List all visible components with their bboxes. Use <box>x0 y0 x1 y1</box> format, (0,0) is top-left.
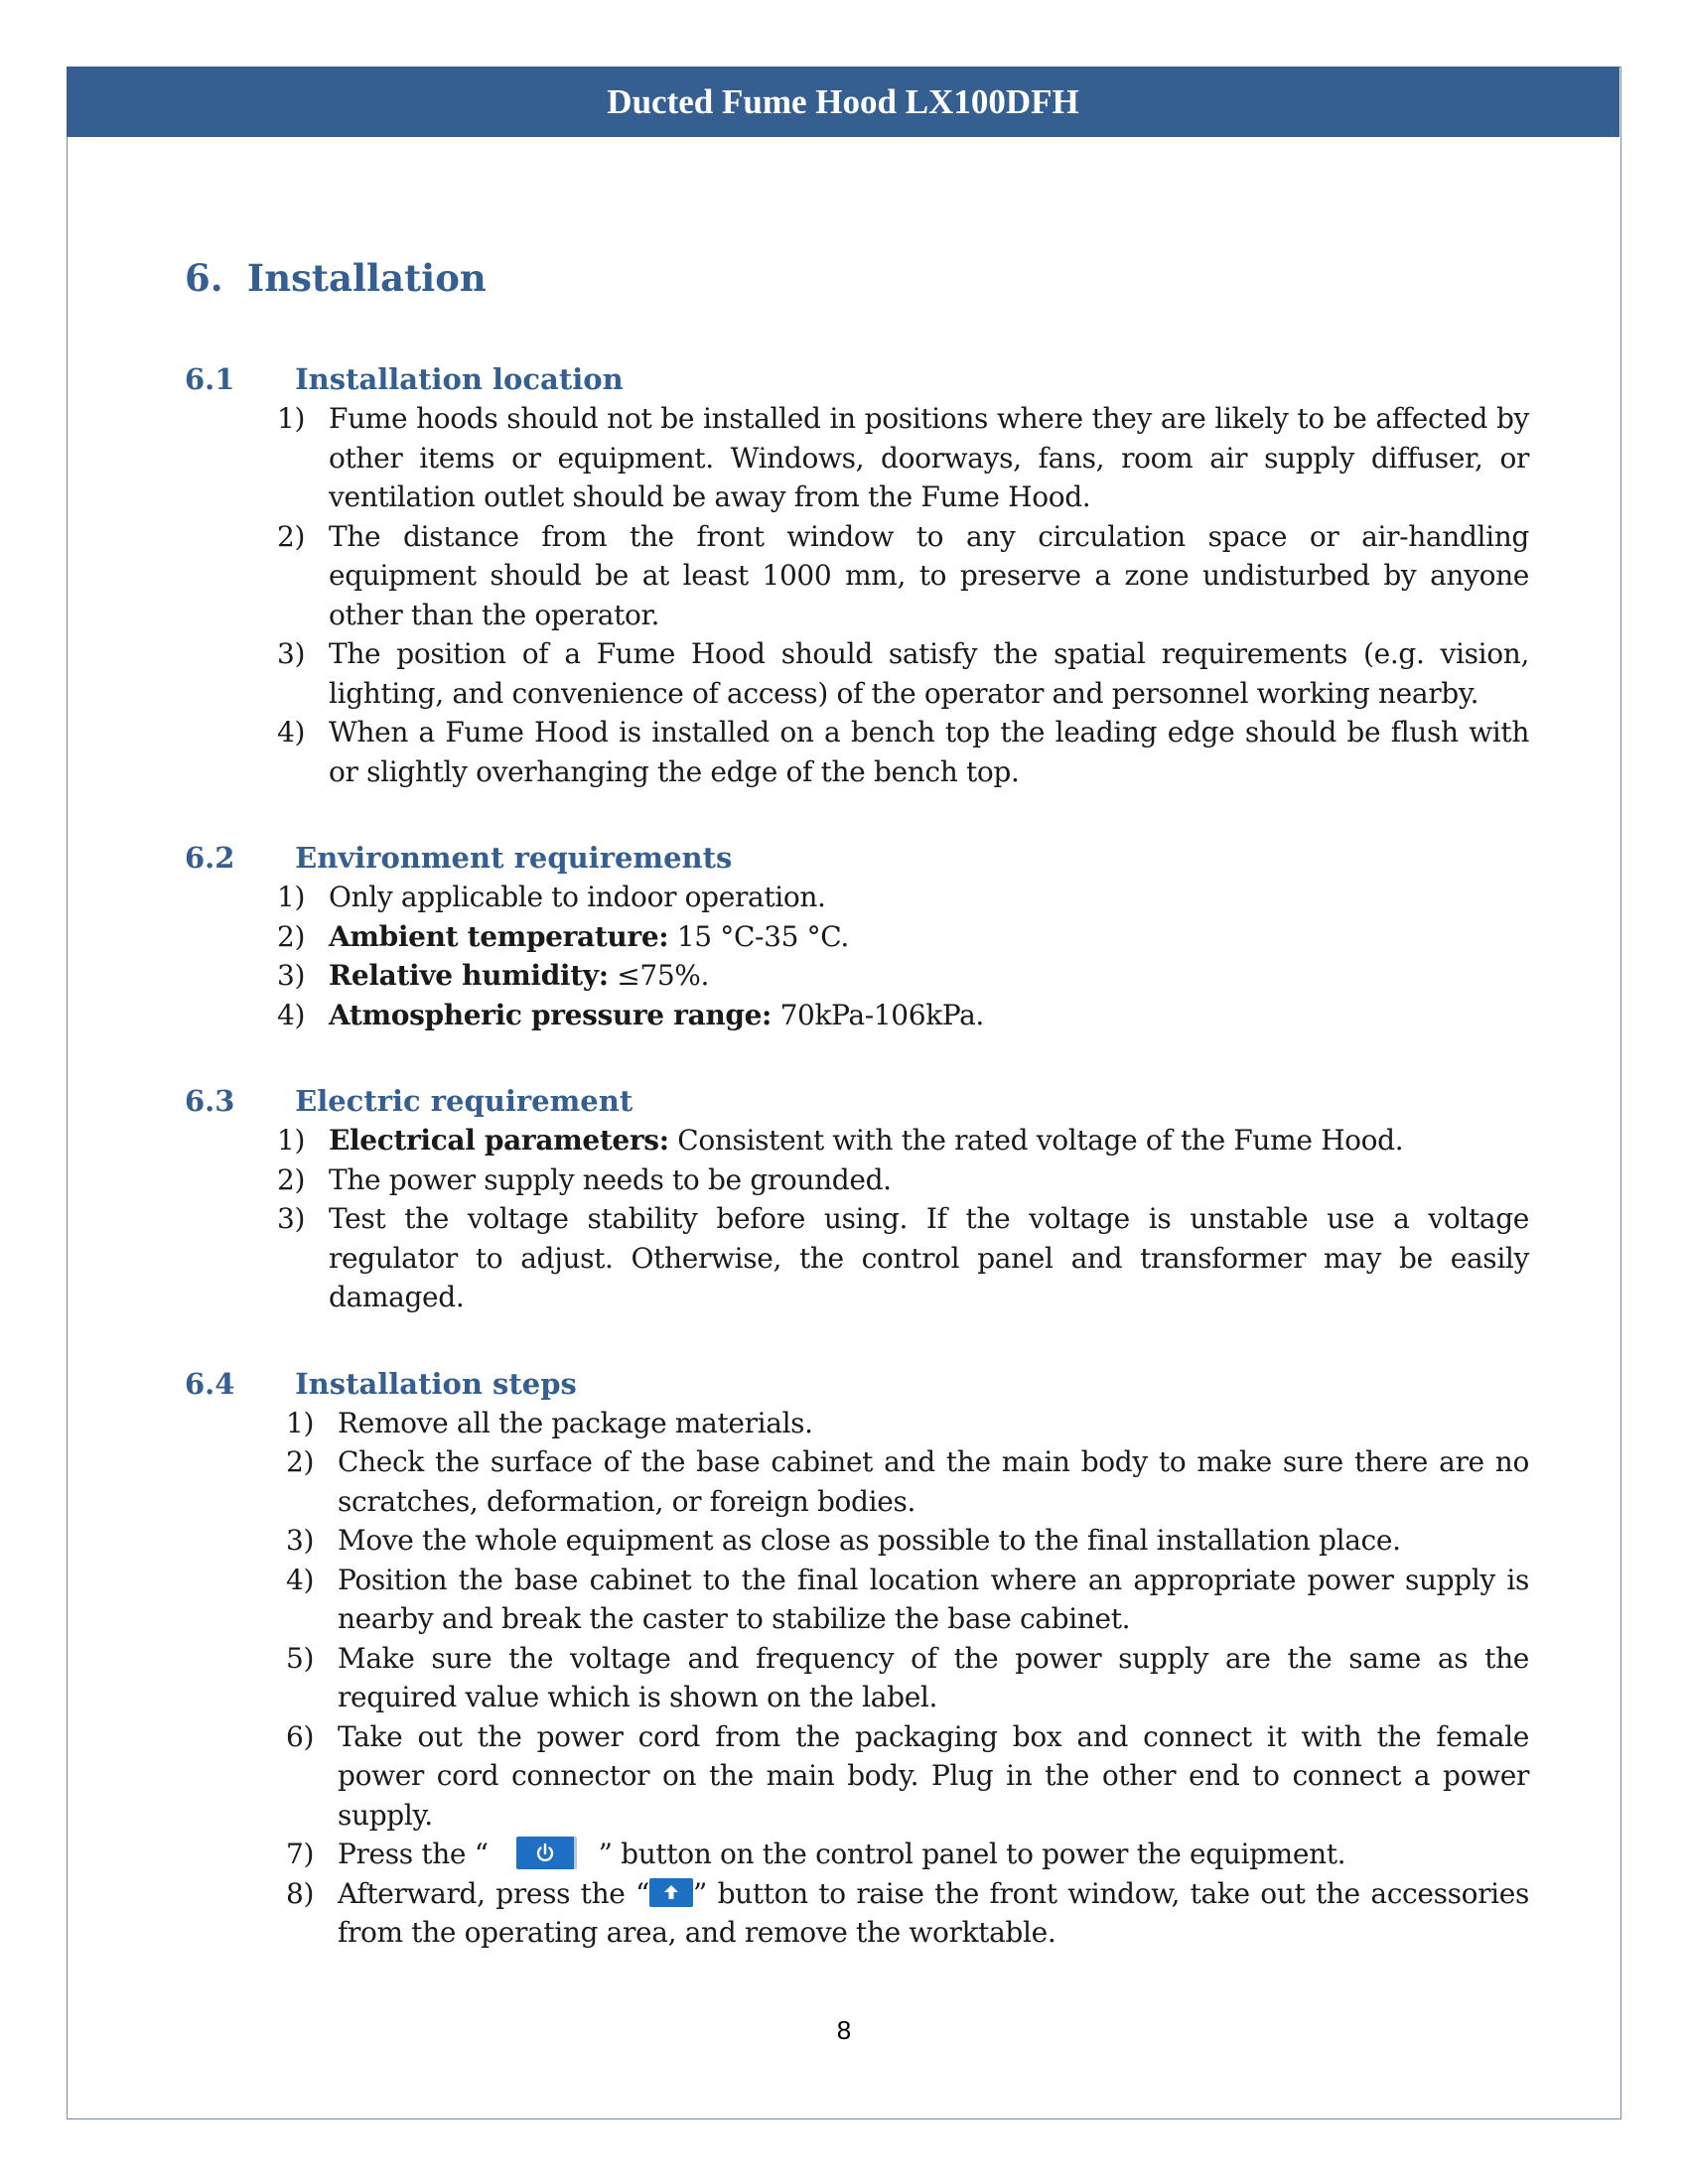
section-electric-requirement <box>185 1081 1529 1317</box>
list-item <box>185 1121 1529 1160</box>
list-text: Move the whole equipment as close as possible to the final installation place. <box>338 1524 1401 1557</box>
list-item <box>185 917 1529 957</box>
list-index: 3) <box>277 959 306 992</box>
list-item <box>185 1404 1529 1443</box>
list-index: 2) <box>277 519 306 553</box>
list-item <box>185 1717 1529 1836</box>
section-heading <box>185 1364 1529 1404</box>
list-text: Make sure the voltage and frequency of the power supply are the same as the required value which is shown on the label. <box>338 1641 1529 1713</box>
list-index: 3) <box>286 1524 315 1557</box>
list-text: ≤75%. <box>608 959 710 992</box>
list-item <box>185 1442 1529 1521</box>
list-text: Fume hoods should not be installed in positions where they are likely to be affected by other items or equipment. Windows, doorways, fans, room air supply diffuser, or ventilation outlet should be away from the Fume Hood. <box>329 402 1529 513</box>
list-index: 4) <box>277 998 306 1031</box>
list-item <box>185 1874 1529 1953</box>
chapter-title: Installation <box>246 256 487 300</box>
list-text: 15 °C-35 °C. <box>668 919 849 953</box>
list-item <box>185 399 1529 517</box>
list-index: 8) <box>286 1876 315 1910</box>
section-heading <box>185 1081 1529 1121</box>
numbered-list <box>185 1404 1529 1953</box>
section-title: Installation steps <box>295 1366 577 1401</box>
list-index: 4) <box>286 1563 315 1596</box>
list-item <box>185 1521 1529 1561</box>
list-text: Test the voltage stability before using. If the voltage is unstable use a voltage regulator to adjust. Otherwise, the control panel and transformer may be easily damaged. <box>329 1202 1529 1313</box>
list-text: When a Fume Hood is installed on a bench top the leading edge should be flush with or slightly overhanging the edge of the bench top. <box>329 716 1529 788</box>
list-item <box>185 996 1529 1035</box>
list-index: 3) <box>277 637 306 670</box>
list-item <box>185 1199 1529 1317</box>
list-item <box>185 956 1529 996</box>
list-text: ” button on the control panel to power the equipment. <box>598 1838 1346 1870</box>
list-text: Position the base cabinet to the final location where an appropriate power supply is nearby and break the caster to stabilize the base cabinet. <box>338 1563 1529 1635</box>
list-index: 5) <box>286 1641 315 1675</box>
chapter-heading <box>185 256 1529 300</box>
list-text: Remove all the package materials. <box>338 1406 813 1439</box>
list-text: Consistent with the rated voltage of the Fume Hood. <box>668 1124 1404 1157</box>
list-index: 2) <box>277 919 306 953</box>
list-index: 2) <box>286 1445 315 1478</box>
document-header <box>67 67 1619 137</box>
list-label: Electrical parameters: <box>329 1124 669 1157</box>
list-text: ” button to raise the front window, take out the accessories from the operating area, and remove the worktable. <box>338 1876 1529 1949</box>
section-environment-requirements <box>185 838 1529 1034</box>
list-item <box>185 517 1529 635</box>
section-number: 6.3 <box>185 1084 235 1118</box>
list-index: 1) <box>277 402 306 435</box>
numbered-list <box>185 399 1529 791</box>
chapter-number: 6. <box>185 256 223 300</box>
list-text: The power supply needs to be grounded. <box>329 1162 892 1196</box>
section-number: 6.4 <box>185 1366 235 1401</box>
section-number: 6.1 <box>185 362 235 396</box>
document-title: Ducted Fume Hood LX100DFH <box>607 81 1079 121</box>
list-index: 1) <box>277 1124 306 1157</box>
list-item <box>185 713 1529 791</box>
list-text: Take out the power cord from the packaging box and connect it with the female power cord connector on the main body. Plug in the other end to connect a power supply. <box>338 1719 1529 1832</box>
section-title: Installation location <box>295 362 624 396</box>
section-number: 6.2 <box>185 841 235 875</box>
list-index: 1) <box>286 1406 315 1439</box>
list-text: Only applicable to indoor operation. <box>329 881 826 913</box>
power-button-icon <box>516 1837 577 1869</box>
page-content <box>185 256 1529 1999</box>
list-index: 6) <box>286 1719 315 1753</box>
section-heading <box>185 838 1529 878</box>
section-title: Environment requirements <box>295 841 733 875</box>
section-title: Electric requirement <box>295 1084 633 1118</box>
list-text: The distance from the front window to any circulation space or air-handling equipment should be at least 1000 mm, to preserve a zone undisturbed by anyone other than the operator. <box>329 519 1529 631</box>
list-item <box>185 1835 1529 1874</box>
raise-window-button-icon <box>649 1878 693 1907</box>
list-text: Check the surface of the base cabinet and the main body to make sure there are no scratches, deformation, or foreign bodies. <box>338 1445 1529 1518</box>
list-text: Afterward, press the “ <box>338 1876 650 1910</box>
list-text: 70kPa-106kPa. <box>772 998 984 1031</box>
list-item <box>185 1160 1529 1200</box>
list-item <box>185 1561 1529 1639</box>
section-installation-steps <box>185 1364 1529 1953</box>
section-installation-location <box>185 359 1529 791</box>
numbered-list <box>185 1121 1529 1317</box>
list-label: Atmospheric pressure range: <box>329 998 773 1031</box>
list-index: 1) <box>277 881 306 913</box>
list-index: 4) <box>277 716 306 749</box>
list-index: 7) <box>286 1838 315 1870</box>
list-index: 3) <box>277 1202 306 1235</box>
list-item <box>185 878 1529 917</box>
numbered-list <box>185 878 1529 1034</box>
page-number: 8 <box>836 2015 852 2045</box>
list-index: 2) <box>277 1162 306 1196</box>
list-text: The position of a Fume Hood should satisfy the spatial requirements (e.g. vision, lighting, and convenience of access) of the operator and personnel working nearby. <box>329 637 1529 710</box>
list-label: Ambient temperature: <box>329 919 669 953</box>
list-item <box>185 634 1529 713</box>
list-text: Press the “ <box>338 1838 489 1870</box>
section-heading <box>185 359 1529 399</box>
list-item <box>185 1639 1529 1717</box>
list-label: Relative humidity: <box>329 959 609 992</box>
